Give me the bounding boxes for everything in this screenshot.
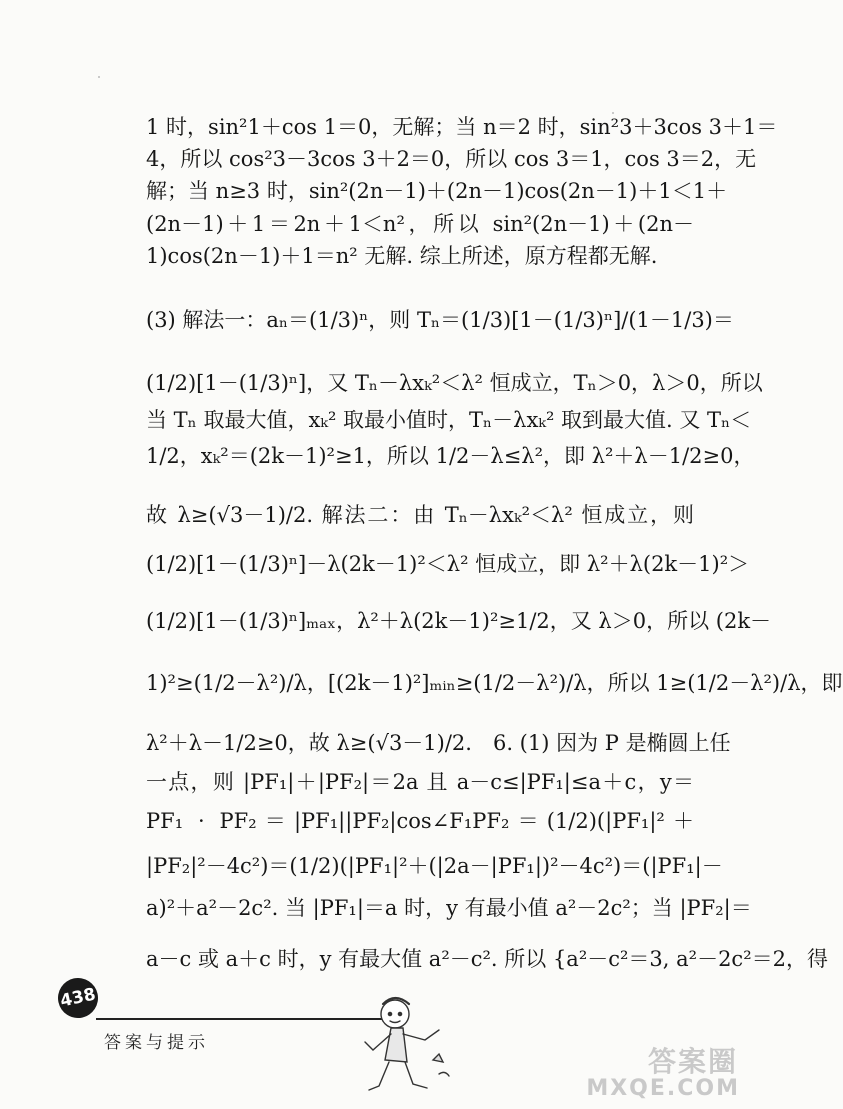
watermark-url: MXQE.COM: [586, 1076, 740, 1101]
section-title: 答案与提示: [104, 1033, 209, 1053]
text-line-4: (2n－1)＋1＝2n＋1＜n²，所以 sin²(2n－1)＋(2n－: [146, 212, 694, 236]
text-line-17: |PF₂|²－4c²)＝(1/2)(|PF₁|²＋(|2a－|PF₁|)²－4c²)＝(|PF₁|－: [146, 854, 723, 878]
watermark-logo-text: 答案圈: [647, 1045, 738, 1078]
text-line-8: 当 Tₙ 取最大值，xₖ² 取最小值时，Tₙ－λxₖ² 取到最大值. 又 Tₙ＜: [146, 408, 752, 432]
scan-speck: [98, 76, 100, 78]
text-line-15: 一点，则 |PF₁|＋|PF₂|＝2a 且 a－c≤|PF₁|≤a＋c，y＝: [146, 770, 694, 794]
watermark: [586, 1040, 750, 1109]
text-line-5: 1)cos(2n－1)＋1＝n² 无解. 综上所述，原方程都无解.: [146, 244, 658, 268]
text-line-2: 4，所以 cos²3－3cos 3＋2＝0，所以 cos 3＝1，cos 3＝2，无: [146, 147, 757, 171]
page-number-badge: 438: [54, 974, 101, 1021]
text-line-11: (1/2)[1－(1/3)ⁿ]－λ(2k－1)²＜λ² 恒成立，即 λ²＋λ(2k－1)²＞: [146, 552, 750, 576]
footer-rule: [96, 1018, 396, 1020]
text-line-18: a)²＋a²－2c². 当 |PF₁|＝a 时，y 有最小值 a²－2c²；当 |PF₂|＝: [146, 896, 752, 920]
text-line-13: 1)²≥(1/2－λ²)/λ，[(2k－1)²]ₘᵢₙ≥(1/2－λ²)/λ，所以 1≥(1/2－λ²)/λ，即: [146, 671, 843, 695]
text-line-7: (1/2)[1－(1/3)ⁿ]，又 Tₙ－λxₖ²＜λ² 恒成立，Tₙ＞0，λ＞0，所以: [146, 371, 763, 395]
text-line-10: 故 λ≥(√3－1)/2. 解法二：由 Tₙ－λxₖ²＜λ² 恒成立，则: [146, 503, 694, 527]
text-line-9: 1/2，xₖ²＝(2k－1)²≥1，所以 1/2－λ≤λ²，即 λ²＋λ－1/2≥0，: [146, 444, 755, 468]
text-line-1: 1 时，sin²1＋cos 1＝0，无解；当 n＝2 时，sin²3＋3cos 3＋1＝: [146, 115, 778, 139]
text-line-12: (1/2)[1－(1/3)ⁿ]ₘₐₓ，λ²＋λ(2k－1)²≥1/2，又 λ＞0，所以 (2k－: [146, 609, 772, 633]
text-line-14: λ²＋λ－1/2≥0，故 λ≥(√3－1)/2. 6. (1) 因为 P 是椭圆上任: [146, 731, 731, 755]
cartoon-student-illustration: [355, 990, 455, 1100]
text-line-19: a－c 或 a＋c 时，y 有最大值 a²－c². 所以 {a²－c²＝3, a²－2c²＝2，得: [146, 947, 828, 971]
text-line-16: PF₁ · PF₂＝|PF₁||PF₂|cos∠F₁PF₂＝(1/2)(|PF₁|²＋: [146, 809, 694, 833]
text-line-3: 解；当 n≥3 时，sin²(2n－1)＋(2n－1)cos(2n－1)＋1＜1＋: [146, 179, 728, 203]
text-line-6: (3) 解法一：aₙ＝(1/3)ⁿ，则 Tₙ＝(1/3)[1－(1/3)ⁿ]/(1－1/3)＝: [146, 308, 734, 332]
